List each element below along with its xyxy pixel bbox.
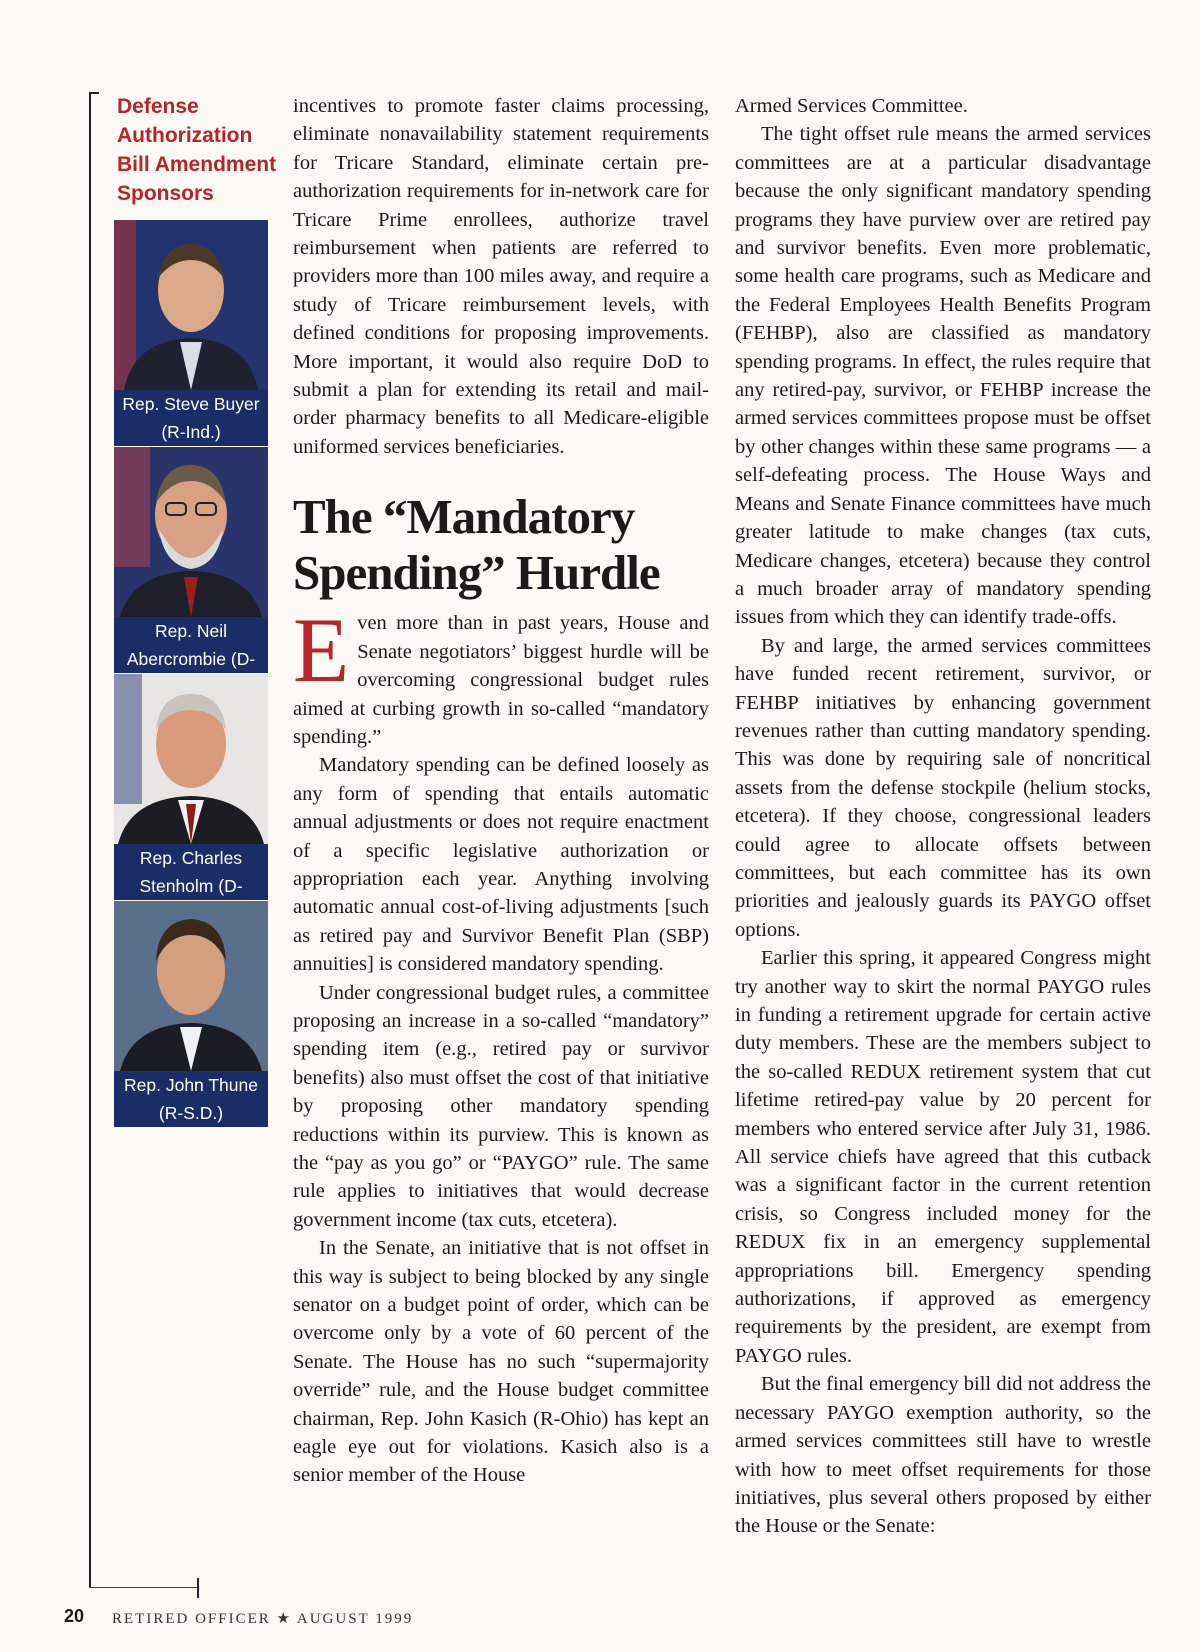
body-paragraph: Armed Services Committee. [735,95,968,117]
portrait-caption [114,1071,268,1127]
body-paragraph-lead [293,599,709,751]
caption-line: (R-S.D.) [158,1103,224,1123]
body-paragraph: Earlier this spring, it appeared Congress might try another way to skirt the normal PAYGO rules in funding a retirement upgrade for certain active duty members. These are the members subject to the so-called REDUX retirement system that cut lifetime retired-pay value by 20 percent for members who entered service after July 31, 1986. All service chiefs have agreed that this cutback was a significant factor in the current retention crisis, so Congress included money for the REDUX fix in an emergency supplemental appropriations bill. Emergency spending authorizations, if approved as emergency requirements by the president, are exempt from PAYGO rules. [735,947,1151,1367]
body-paragraph: In the Senate, an initiative that is not offset in this way is subject to being blocked by any single senator on a budget point of order, which can be overcome only by a vote of 60 percent of the Senate. The House has no such “supermajority override” rule, and the House budget committee chairman, Rep. John Kasich (R-Ohio) has kept an eagle eye out for violations. Kasich also is a senior member of the House [293,1237,709,1487]
sidebar-rule [89,92,91,1587]
article-column-middle [293,92,709,1490]
body-paragraph: Under congressional budget rules, a committee proposing an increase in a so-called “mandatory” spending item (e.g., retired pay or survivor benefits) also must offset the cost of that initiative by proposing other mandatory spending reductions within its purview. This is known as the “pay as you go” or “PAYGO” rule. The same rule applies to initiatives that would decrease government income (tax cuts, etcetera). [293,981,709,1231]
portrait-steve-buyer [114,220,268,446]
portrait-caption [114,844,268,900]
portrait-john-thune [114,901,268,1127]
portrait-image [114,220,268,390]
portrait-caption [114,390,268,446]
lead-text: ven more than in past years, House and Senate negotiators’ biggest hurdle will be overcoming congressional budget rules aimed at curbing growth in so-called “mandatory spending.” [293,612,709,748]
sidebar-rule-top [89,92,99,94]
article-column-right [735,92,1151,1541]
portrait-neil-abercrombie [114,447,268,673]
body-paragraph: incentives to promote faster claims processing, eliminate nonavailability statement requirements for Tricare Standard, eliminate certain pre-authorization requirements for in-network care for Tricare Prime enrollees, authorize travel reimbursement when patients are referred to providers more than 100 miles away, and require a study of Tricare reimbursement levels, with defined conditions for proposing improvements. More important, it would also require DoD to submit a plan for extending its retail and mail-order pharmacy benefits to all Medicare-eligible uniformed services beneficiaries. [293,95,709,458]
sidebar-title: Defense Authorization Bill Amendment Sponsors [117,95,277,205]
body-paragraph: Mandatory spending can be defined loosely as any form of spending that entails automatic annual adjustments or does not require enactment of a specific legislative authorization or appropriation each year. Anything involving automatic annual cost-of-living adjustments [such as retired pay and Survivor Benefit Plan (SBP) annuities] is considered mandatory spending. [293,754,709,976]
sidebar-rule-bottom [89,1587,197,1588]
body-paragraph: But the final emergency bill did not address the necessary PAYGO exemption authority, so the armed services committees still have to wrestle with how to meet offset requirements for those initiatives, plus several others proposed by either the House or the Senate: [735,1373,1151,1538]
body-paragraph: By and large, the armed services committees have funded recent retirement, survivor, or FEHBP initiatives by enhancing government revenues rather than cutting mandatory spending. This was done by requiring sale of noncritical assets from the defense stockpile (helium stocks, etcetera). If they choose, congressional leaders could agree to allocate offsets between committees, but each committee has its own priorities and jealously guards its PAYGO offset options. [735,634,1151,941]
caption-line: Rep. Steve Buyer [122,394,260,414]
portrait-caption [114,617,268,673]
caption-line: Rep. Charles [139,848,243,868]
caption-line: Stenholm (D- [139,876,243,896]
drop-cap: E [293,599,350,702]
article-headline: The “Mandatory Spending” Hurdle [293,489,660,601]
portrait-image [114,901,268,1071]
page-number: 20 [64,1606,85,1626]
running-footer: RETIRED OFFICER ★ AUGUST 1999 [112,1611,414,1627]
body-paragraph: The tight offset rule means the armed services committees are at a particular disadvantage because the only significant mandatory spending programs they have purview over are retired pay and survivor benefits. Even more problematic, some health care programs, such as Medicare and the Federal Employees Health Benefits Program (FEHBP), also are classified as mandatory spending programs. In effect, the rules require that any retired-pay, survivor, or FEHBP increase the armed services committees propose must be offset by other changes within these same programs — a self-defeating process. The House Ways and Means and Senate Finance committees have much greater latitude to make changes (tax cuts, Medicare changes, etcetera) because they control a much broader array of mandatory spending issues from which they can identify trade-offs. [735,123,1151,629]
portrait-charles-stenholm [114,674,268,900]
caption-line: Rep. John Thune [124,1075,258,1095]
portrait-image [114,674,268,844]
portrait-image [114,447,268,617]
sidebar-rule-tick [197,1578,199,1598]
caption-line: Rep. Neil [155,621,227,641]
caption-line: Abercrombie (D- [126,649,256,669]
caption-line: (R-Ind.) [161,422,221,442]
